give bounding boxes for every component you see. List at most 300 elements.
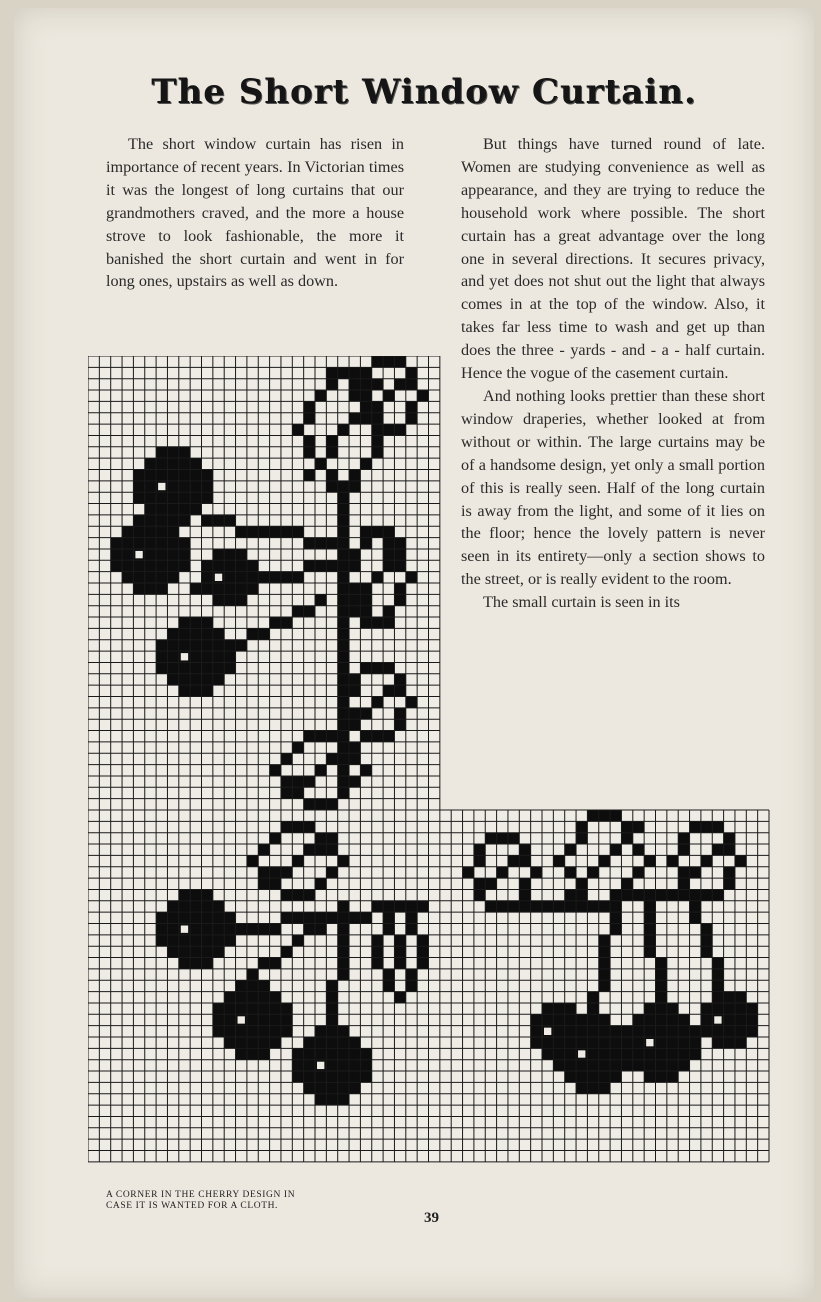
pattern-right-stem-3	[644, 901, 655, 912]
pattern-cherry-10	[746, 1026, 757, 1037]
pattern-cherry-2	[133, 583, 144, 594]
pattern-cherry-3	[224, 572, 235, 583]
pattern-cherry-1	[179, 492, 190, 503]
pattern-right-stem	[587, 901, 598, 912]
pattern-cherry-9	[656, 1071, 667, 1082]
pattern-cherry-10	[712, 1026, 723, 1037]
pattern-leaf-right-2-vein	[633, 821, 644, 832]
pattern-cherry-6	[213, 1014, 224, 1025]
pattern-right-stem	[599, 901, 610, 912]
pattern-cherry-2	[179, 538, 190, 549]
pattern-cherry-9	[667, 1037, 678, 1048]
pattern-leaf-top-vein	[315, 458, 326, 469]
pattern-corner-stem	[270, 924, 281, 935]
pattern-cherry-10	[735, 1003, 746, 1014]
pattern-cherry-9	[656, 1060, 667, 1071]
pattern-right-stem-4	[701, 946, 712, 957]
pattern-right-stem-2	[599, 969, 610, 980]
pattern-leaf-turn	[292, 742, 303, 753]
pattern-cherry-4	[202, 662, 213, 673]
pattern-cherry-7	[326, 1060, 337, 1071]
pattern-leaf-right-3	[724, 867, 735, 878]
pattern-cherry-1	[133, 492, 144, 503]
pattern-leaf-right-2	[576, 821, 587, 832]
pattern-cherry-4	[202, 685, 213, 696]
pattern-leaf-corner-2-vein	[394, 958, 405, 969]
pattern-leaf-top	[326, 470, 337, 481]
pattern-cherry-3	[224, 583, 235, 594]
pattern-cherry-7	[315, 1082, 326, 1093]
pattern-corner-stem	[292, 912, 303, 923]
pattern-cherry-2	[122, 560, 133, 571]
pattern-cherry-2	[122, 549, 133, 560]
pattern-cherry-10	[735, 1037, 746, 1048]
pattern-cherry-6	[247, 1037, 258, 1048]
pattern-right-stem	[565, 901, 576, 912]
pattern-cherry-10	[712, 992, 723, 1003]
pattern-corner-stem-3	[338, 969, 349, 980]
pattern-leaf-mid	[394, 560, 405, 571]
pattern-leaf-right-1	[519, 855, 530, 866]
pattern-cherry-11	[576, 1026, 587, 1037]
pattern-leaf-corner-2	[383, 912, 394, 923]
pattern-cherry-5	[202, 946, 213, 957]
pattern-right-stem-3	[656, 980, 667, 991]
pattern-leaf-turn-vein	[315, 765, 326, 776]
pattern-cherry-3	[236, 572, 247, 583]
pattern-leaf-top-vein	[326, 435, 337, 446]
pattern-right-stem-4	[712, 980, 723, 991]
pattern-corner-stem	[247, 924, 258, 935]
pattern-leaf-top-vein	[360, 390, 371, 401]
pattern-cherry-8	[587, 1082, 598, 1093]
pattern-cherry-11	[542, 1037, 553, 1048]
pattern-cherry-4	[179, 640, 190, 651]
pattern-cherry-10	[746, 1003, 757, 1014]
pattern-stem-1	[258, 526, 269, 537]
pattern-cherry-11	[531, 1037, 542, 1048]
pattern-leaf-lower-vein	[394, 674, 405, 685]
pattern-cherry-11	[576, 1014, 587, 1025]
pattern-stem-3	[247, 628, 258, 639]
pattern-leaf-lower	[349, 685, 360, 696]
pattern-cherry-6	[270, 1026, 281, 1037]
left-paragraph-1: The short window curtain has risen in importance of recent years. In Victorian times it was the longest of long curtains that our grandmothers craved, and the more a house strove to look fashionable, the more it banished the short curtain and went in for long ones, upstairs as well as down.	[106, 135, 404, 291]
pattern-cherry-7	[315, 1037, 326, 1048]
caption-line-1: A CORNER IN THE CHERRY DESIGN IN	[106, 1190, 296, 1200]
pattern-cherry-10	[724, 1026, 735, 1037]
pattern-leaf-top	[349, 379, 360, 390]
pattern-cherry-2	[145, 572, 156, 583]
pattern-cherry-4	[213, 628, 224, 639]
pattern-cherry-9	[633, 1037, 644, 1048]
pattern-cherry-2	[145, 515, 156, 526]
pattern-cherry-2	[179, 549, 190, 560]
pattern-cherry-4	[167, 651, 178, 662]
pattern-cherry-8	[599, 1026, 610, 1037]
pattern-corner-stem	[258, 924, 269, 935]
pattern-cherry-4	[167, 662, 178, 673]
pattern-right-stem-4	[690, 912, 701, 923]
pattern-cherry-9	[656, 1037, 667, 1048]
pattern-main-stem	[338, 685, 349, 696]
pattern-cherry-9	[667, 1026, 678, 1037]
pattern-leaf-right-2-vein	[565, 889, 576, 900]
pattern-leaf-mid	[394, 549, 405, 560]
pattern-main-stem	[338, 731, 349, 742]
pattern-leaf-turn-vein	[326, 753, 337, 764]
pattern-cherry-6	[224, 1003, 235, 1014]
pattern-main-stem	[338, 776, 349, 787]
pattern-cherry-5	[202, 935, 213, 946]
pattern-cherry-5	[224, 912, 235, 923]
pattern-leaf-top	[304, 435, 315, 446]
pattern-cherry-9	[690, 1048, 701, 1059]
pattern-stem-3	[258, 628, 269, 639]
pattern-cherry-6	[258, 980, 269, 991]
pattern-cherry-1	[179, 458, 190, 469]
pattern-leaf-right-1	[485, 833, 519, 844]
pattern-leaf-turn-vein	[304, 776, 315, 787]
pattern-leaf-top	[315, 390, 326, 401]
pattern-cherry-2	[133, 560, 144, 571]
pattern-cherry-7	[304, 1048, 315, 1059]
pattern-leaf-mid	[349, 594, 360, 605]
pattern-leaf-lower-vein	[349, 719, 360, 730]
right-paragraph-2: And nothing looks prettier than these short window draperies, whether looked at from without or within. The large curtains may be of a handsome design, yet only a small portion of this is really seen. Half of the long curtain is away from the light, and some of it lies on the floor; hence the lovely pattern is never seen in its entirety—only a section shows to the street, or is really evident to the room.	[461, 386, 765, 589]
pattern-leaf-top	[304, 447, 315, 458]
pattern-cherry-5	[202, 912, 213, 923]
pattern-leaf-corner-2	[394, 901, 405, 912]
pattern-cherry-5	[190, 958, 201, 969]
pattern-leaf-top-vein	[338, 424, 349, 435]
pattern-cherry-6	[236, 1026, 247, 1037]
pattern-leaf-corner	[315, 833, 326, 844]
caption-line-2: CASE IT IS WANTED FOR A CLOTH.	[106, 1201, 279, 1211]
pattern-corner-stem-2	[247, 969, 258, 980]
pattern-leaf-turn-vein	[292, 776, 303, 787]
pattern-cherry-1	[179, 515, 190, 526]
pattern-leaf-mid	[349, 549, 360, 560]
pattern-cherry-6	[236, 1003, 247, 1014]
pattern-cherry-4	[202, 674, 213, 685]
pattern-cherry-1	[202, 470, 213, 481]
pattern-cherry-8	[599, 1037, 610, 1048]
pattern-cherry-8	[599, 1014, 610, 1025]
pattern-cherry-7-highlight	[317, 1062, 324, 1069]
pattern-leaf-mid-vein	[349, 606, 360, 617]
pattern-leaf-corner-2	[417, 958, 428, 969]
pattern-leaf-right-1-vein	[474, 889, 485, 900]
pattern-right-stem-2	[587, 1003, 598, 1014]
pattern-leaf-right-1-vein	[519, 844, 530, 855]
pattern-cherry-9	[621, 1037, 632, 1048]
pattern-cherry-4	[156, 640, 167, 651]
pattern-main-stem	[338, 628, 349, 639]
page-number: 39	[424, 1210, 439, 1226]
pattern-cherry-4	[179, 662, 190, 673]
pattern-corner-stem	[338, 912, 349, 923]
pattern-leaf-mid	[360, 538, 371, 549]
pattern-leaf-top	[292, 424, 303, 435]
pattern-leaf-corner-2-vein	[383, 969, 394, 980]
pattern-leaf-top-small	[417, 390, 428, 401]
pattern-cherry-1	[202, 492, 213, 503]
pattern-leaf-corner-vein	[326, 833, 337, 844]
pattern-cherry-5	[202, 901, 213, 912]
pattern-cherry-7	[292, 1060, 303, 1071]
pattern-cherry-9	[621, 1026, 632, 1037]
right-paragraph-1: But things have turned round of late. Women are studying convenience as well as appearance, and they are trying to reduce the household work where possible. The short curtain has a great advantage over the long one in several directions. It secures privacy, and yet does not shut out the light that always comes in at the top of the window. Also, it takes far less time to wash and get up than does the three - yards - and - a - half curtain. Hence the vogue of the casement curtain.	[461, 135, 765, 383]
pattern-leaf-right-3-vein	[724, 833, 735, 844]
pattern-corner-stem-3	[326, 992, 337, 1003]
pattern-cherry-2	[133, 538, 144, 549]
pattern-right-stem	[667, 889, 678, 900]
pattern-cherry-11	[565, 1026, 576, 1037]
pattern-cherry-1	[179, 470, 190, 481]
pattern-cherry-5	[179, 958, 190, 969]
pattern-cherry-8	[587, 1060, 598, 1071]
pattern-cherry-10	[735, 992, 746, 1003]
pattern-leaf-corner-vein	[258, 878, 269, 889]
pattern-leaf-lower	[338, 697, 349, 708]
pattern-cherry-10	[724, 1014, 735, 1025]
pattern-leaf-top-small-vein	[372, 401, 383, 412]
pattern-cherry-11	[553, 1048, 564, 1059]
pattern-cherry-5	[179, 901, 190, 912]
pattern-leaf-turn	[304, 799, 338, 810]
pattern-main-stem	[338, 674, 349, 685]
pattern-leaf-right-3	[735, 855, 746, 866]
pattern-cherry-6	[281, 1026, 292, 1037]
pattern-cherry-4	[224, 651, 235, 662]
pattern-leaf-corner-2	[417, 946, 428, 957]
pattern-cherry-6	[213, 1003, 224, 1014]
pattern-cherry-8	[587, 1014, 598, 1025]
pattern-leaf-lower-vein	[360, 708, 371, 719]
pattern-cherry-8	[587, 1071, 598, 1082]
pattern-cherry-2	[145, 583, 156, 594]
pattern-cherry-6	[224, 1014, 235, 1025]
pattern-cherry-3	[224, 560, 235, 571]
pattern-leaf-corner	[281, 821, 315, 832]
pattern-cherry-3	[213, 560, 224, 571]
pattern-cherry-11-highlight	[544, 1028, 551, 1035]
pattern-stem-1	[224, 515, 235, 526]
pattern-cherry-2	[133, 515, 144, 526]
pattern-leaf-right-3-vein	[712, 844, 723, 855]
pattern-cherry-5	[167, 935, 178, 946]
pattern-main-stem	[338, 651, 349, 662]
pattern-stem-1	[247, 526, 258, 537]
pattern-corner-stem	[315, 912, 326, 923]
pattern-cherry-8	[610, 1026, 621, 1037]
pattern-right-stem-3	[644, 935, 655, 946]
pattern-leaf-mid-vein	[372, 572, 383, 583]
pattern-cherry-1	[145, 470, 156, 481]
pattern-leaf-turn	[338, 787, 349, 798]
pattern-leaf-top-vein	[349, 413, 360, 424]
pattern-cherry-8	[621, 1060, 632, 1071]
pattern-leaf-top-small	[360, 379, 371, 390]
pattern-cherry-7	[360, 1060, 371, 1071]
pattern-leaf-corner-2-vein	[394, 946, 405, 957]
pattern-leaf-right-1	[519, 889, 530, 900]
pattern-cherry-9-highlight	[646, 1039, 653, 1046]
pattern-cherry-7	[349, 1060, 360, 1071]
pattern-leaf-right-1	[463, 867, 474, 878]
pattern-cherry-1	[202, 481, 213, 492]
pattern-leaf-mid-vein	[360, 583, 371, 594]
pattern-cherry-7	[326, 1082, 337, 1093]
pattern-corner-stem-3	[326, 980, 337, 991]
pattern-corner-stem-2	[304, 924, 315, 935]
pattern-stem-1	[270, 526, 281, 537]
pattern-stem-3	[236, 640, 247, 651]
pattern-cherry-3	[213, 583, 224, 594]
pattern-cherry-10	[724, 992, 735, 1003]
pattern-leaf-lower-vein	[383, 685, 394, 696]
pattern-cherry-5	[179, 946, 190, 957]
pattern-main-stem	[338, 515, 349, 526]
pattern-leaf-right-2-vein	[599, 855, 610, 866]
pattern-leaf-corner-vein	[315, 844, 326, 855]
pattern-cherry-5	[190, 912, 201, 923]
pattern-leaf-right-2	[587, 810, 621, 821]
pattern-leaf-corner	[326, 844, 337, 855]
pattern-corner-stem-2	[338, 901, 349, 912]
pattern-leaf-lower	[394, 685, 405, 696]
pattern-cherry-9	[644, 1048, 655, 1059]
pattern-corner-stem-2	[292, 935, 303, 946]
pattern-cherry-4	[179, 628, 190, 639]
pattern-cherry-10-highlight	[714, 1016, 721, 1023]
pattern-corner-stem-2	[270, 958, 281, 969]
pattern-cherry-5	[202, 958, 213, 969]
pattern-cherry-5	[156, 912, 167, 923]
pattern-leaf-mid-vein	[360, 594, 371, 605]
pattern-cherry-1	[167, 515, 178, 526]
pattern-cherry-8	[587, 1026, 598, 1037]
pattern-leaf-turn-vein	[349, 742, 360, 753]
pattern-cherry-6	[270, 1014, 281, 1025]
pattern-cherry-7	[338, 1094, 349, 1105]
pattern-stem-2	[326, 560, 337, 571]
pattern-cherry-1	[145, 492, 156, 503]
pattern-cherry-7	[315, 1048, 326, 1059]
pattern-right-stem-2	[599, 958, 610, 969]
pattern-cherry-2	[179, 560, 190, 571]
pattern-cherry-1	[145, 481, 156, 492]
pattern-leaf-turn	[292, 787, 303, 798]
pattern-cherry-7	[326, 1037, 337, 1048]
pattern-leaf-turn	[338, 742, 349, 753]
pattern-leaf-right-2-vein	[587, 867, 598, 878]
pattern-cherry-2	[167, 549, 178, 560]
pattern-stem-1	[326, 538, 337, 549]
pattern-leaf-top-small	[372, 424, 406, 435]
pattern-cherry-9	[644, 1060, 655, 1071]
pattern-stem-1	[315, 538, 326, 549]
pattern-cherry-8	[576, 1082, 587, 1093]
pattern-cherry-7	[315, 1071, 326, 1082]
pattern-cherry-10	[746, 1014, 757, 1025]
pattern-stem-2	[190, 583, 201, 594]
pattern-cherry-10	[701, 1003, 712, 1014]
pattern-leaf-right-2-vein	[621, 833, 632, 844]
pattern-cherry-4	[156, 662, 167, 673]
pattern-cherry-4	[190, 651, 201, 662]
pattern-cherry-4	[167, 628, 178, 639]
pattern-cherry-9	[644, 1071, 655, 1082]
pattern-leaf-mid	[394, 594, 405, 605]
pattern-stem-1	[202, 515, 213, 526]
pattern-right-stem-4	[701, 924, 712, 935]
pattern-leaf-top	[326, 481, 360, 492]
pattern-leaf-top	[372, 447, 383, 458]
pattern-cherry-1	[179, 447, 190, 458]
pattern-cherry-6	[281, 1003, 292, 1014]
pattern-leaf-right-2	[565, 867, 576, 878]
pattern-cherry-6	[224, 1026, 235, 1037]
pattern-cherry-2	[156, 526, 167, 537]
pattern-leaf-mid	[406, 572, 417, 583]
pattern-cherry-6	[236, 992, 247, 1003]
pattern-cherry-3	[247, 583, 258, 594]
pattern-cherry-5	[224, 935, 235, 946]
pattern-right-stem-2	[599, 980, 610, 991]
pattern-cherry-9	[667, 1071, 678, 1082]
pattern-cherry-6	[258, 1014, 269, 1025]
pattern-leaf-right-2	[576, 889, 587, 900]
pattern-leaf-right-2	[621, 878, 632, 889]
pattern-cherry-6	[224, 1037, 235, 1048]
left-column	[106, 133, 404, 293]
pattern-cherry-6	[236, 1037, 247, 1048]
pattern-leaf-right-2	[565, 844, 576, 855]
pattern-leaf-corner-vein	[281, 867, 292, 878]
pattern-cherry-3	[236, 549, 247, 560]
pattern-leaf-top-small-vein	[394, 379, 405, 390]
pattern-cherry-6	[258, 1026, 269, 1037]
pattern-leaf-corner	[281, 889, 315, 900]
pattern-leaf-right-3-vein	[690, 867, 701, 878]
pattern-cherry-2	[156, 572, 167, 583]
pattern-cherry-2	[122, 538, 133, 549]
pattern-cherry-5	[213, 946, 224, 957]
pattern-leaf-turn-vein	[338, 753, 349, 764]
pattern-main-stem	[338, 594, 349, 605]
pattern-corner-stem	[372, 901, 383, 912]
pattern-main-stem	[338, 560, 349, 571]
pattern-corner-stem	[360, 912, 371, 923]
pattern-leaf-corner-2-vein	[394, 935, 405, 946]
pattern-cherry-8	[565, 1071, 576, 1082]
pattern-right-stem-2	[587, 992, 598, 1003]
pattern-leaf-corner	[338, 855, 349, 866]
pattern-cherry-5	[213, 935, 224, 946]
pattern-cherry-11	[553, 1037, 564, 1048]
pattern-cherry-3	[202, 583, 213, 594]
pattern-leaf-top-vein	[304, 470, 315, 481]
pattern-stem-1	[304, 538, 315, 549]
page-title: The Short Window Curtain.	[151, 72, 697, 112]
pattern-cherry-7	[292, 1048, 303, 1059]
pattern-leaf-top	[326, 367, 360, 378]
pattern-right-stem-4	[712, 958, 723, 969]
pattern-leaf-right-3	[678, 867, 689, 878]
pattern-cherry-1	[156, 492, 167, 503]
